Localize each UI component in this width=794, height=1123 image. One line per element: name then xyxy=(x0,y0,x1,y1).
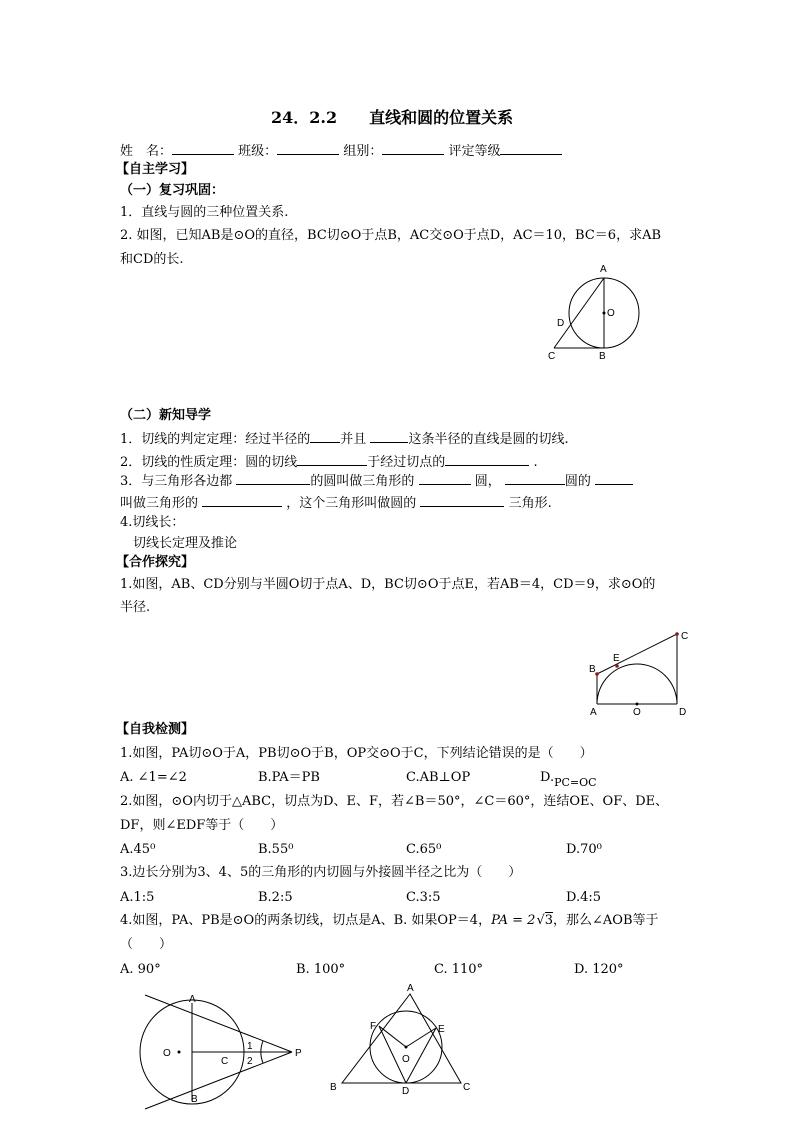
check-q3-opt-b: B.2:5 xyxy=(258,890,293,905)
n3-text-a: 3．与三角形各边都 xyxy=(120,474,233,489)
check-q2-opt-a: A.45⁰ xyxy=(120,842,156,857)
name-label: 姓 名： xyxy=(120,144,173,159)
fig3-label-a: A xyxy=(189,994,196,1005)
fig4-center xyxy=(405,1046,408,1049)
fig4-line-oe xyxy=(406,1028,436,1047)
fig3-label-o: O xyxy=(163,1048,171,1059)
check-q4-opt-c: C. 110° xyxy=(434,962,484,977)
new-knowledge-4-sub: 切线长定理及推论 xyxy=(133,536,238,551)
fig3-tangent-pa xyxy=(145,995,292,1052)
check-q2-opt-c: C.65⁰ xyxy=(406,842,442,857)
fig2-label-a: A xyxy=(590,707,597,718)
new-knowledge-1 xyxy=(120,430,569,448)
n1-text-c: 这条半径的直线是圆的切线. xyxy=(408,432,569,447)
check-q3-opt-c: C.3:5 xyxy=(406,890,441,905)
new-knowledge-3-line1 xyxy=(120,472,633,490)
info-line xyxy=(120,142,562,160)
n3-text-e: 叫做三角形的 xyxy=(120,496,199,511)
n3-blank-5[interactable] xyxy=(202,494,282,507)
name-field[interactable] xyxy=(172,142,234,155)
check-q1: 1.如图，PA切⊙O于A，PB切⊙O于B，OP交⊙O于C，下列结论错误的是（ ） xyxy=(120,746,593,761)
fig2-label-c: C xyxy=(681,631,689,642)
fig1-label-d: D xyxy=(557,318,565,329)
coop-q1-line2: 半径. xyxy=(120,600,151,615)
fig4-label-d: D xyxy=(402,1086,410,1097)
fig2-point-b xyxy=(595,672,599,676)
figure-incircle-triangle xyxy=(325,980,475,1100)
check-q4-opt-a: A. 90° xyxy=(120,962,161,977)
fig1-label-o: O xyxy=(607,308,615,319)
fig2-point-e xyxy=(615,664,619,668)
check-q1-opt-a: A. ∠1=∠2 xyxy=(120,770,187,785)
n2-text-b: 于经过切点的 xyxy=(367,455,446,470)
review-q2-line2: 和CD的长. xyxy=(120,252,184,267)
check-q4-pa-formula: PA = 2 xyxy=(491,913,536,928)
check-q2-line2: DF，则∠EDF等于（ ） xyxy=(120,818,284,833)
sqrt-sign-icon: √ xyxy=(536,913,545,928)
n3-text-f: ，这个三角形叫做圆的 xyxy=(286,496,417,511)
fig2-tangent-bc xyxy=(597,634,677,674)
check-q3-opt-d: D.4:5 xyxy=(566,890,602,905)
fig4-label-b: B xyxy=(330,1082,337,1093)
fig2-label-e: E xyxy=(613,653,620,664)
figure-circle-tangent xyxy=(540,258,650,368)
check-q1-opt-d-text: PC=OC xyxy=(554,776,597,789)
check-q4-sqrt-value: 3 xyxy=(544,913,554,928)
n3-blank-1[interactable] xyxy=(236,472,310,485)
group-field[interactable] xyxy=(382,142,444,155)
check-q2-opt-b: B.55⁰ xyxy=(258,842,294,857)
n3-text-b: 的圆叫做三角形的 xyxy=(310,474,415,489)
check-q4-line1 xyxy=(120,913,659,929)
check-q1-opt-c: C.AB⊥OP xyxy=(406,770,471,785)
n3-blank-6[interactable] xyxy=(420,494,504,507)
check-q4-sqrt xyxy=(536,913,553,929)
section-heading-self-study: 【自主学习】 xyxy=(116,162,195,177)
check-q4-text-b: ，那么∠AOB等于 xyxy=(553,913,659,928)
n2-blank-1[interactable] xyxy=(297,453,367,466)
class-field[interactable] xyxy=(277,142,339,155)
fig2-label-o: O xyxy=(633,707,641,718)
n3-blank-3[interactable] xyxy=(505,472,565,485)
fig4-label-e: E xyxy=(438,1024,445,1035)
fig3-center xyxy=(178,1051,181,1054)
group-label: 组别： xyxy=(343,144,383,159)
fig4-line-de xyxy=(406,1028,436,1083)
check-q1-opt-b: B.PA＝PB xyxy=(258,770,320,785)
fig3-label-angle1: 1 xyxy=(247,1041,253,1052)
n1-text-b: 并且 xyxy=(340,432,367,447)
grade-label: 评定等级 xyxy=(448,144,501,159)
fig2-center xyxy=(636,703,639,706)
n2-blank-2[interactable] xyxy=(445,453,529,466)
n3-text-g: 三角形. xyxy=(508,496,552,511)
n1-text-a: 1．切线的判定定理：经过半径的 xyxy=(120,432,311,447)
n3-text-c: 圆， xyxy=(474,474,501,489)
n1-blank-2[interactable] xyxy=(370,430,408,443)
fig1-label-a: A xyxy=(600,264,607,275)
check-q4-opt-d: D. 120° xyxy=(574,962,624,977)
n2-text-a: 2．切线的性质定理：圆的切线 xyxy=(120,455,298,470)
section-heading-self-check: 【自我检测】 xyxy=(116,722,195,737)
check-q3-opt-a: A.1:5 xyxy=(120,890,155,905)
fig4-label-a: A xyxy=(407,983,414,994)
review-q2-line1: 2. 如图，已知AB是⊙O的直径，BC切⊙O于点B，AC交⊙O于点D，AC＝10，BC＝6，求AB xyxy=(120,228,662,243)
page-title: 24．2.2 直线和圆的位置关系 xyxy=(271,108,514,127)
figure-two-tangents xyxy=(135,990,315,1115)
fig2-label-d: D xyxy=(679,707,687,718)
fig2-label-b: B xyxy=(589,664,596,675)
n3-blank-2[interactable] xyxy=(419,472,471,485)
fig2-point-c xyxy=(675,632,679,636)
check-q2-opt-d: D.70⁰ xyxy=(566,842,602,857)
fig4-label-f: F xyxy=(370,1021,377,1032)
fig4-triangle xyxy=(342,994,461,1083)
new-knowledge-4: 4.切线长： xyxy=(120,515,185,530)
class-label: 班级： xyxy=(238,144,278,159)
check-q2-line1: 2.如图，⊙O内切于△ABC，切点为D、E、F，若∠B＝50°，∠C＝60°，连结OE、OF、DE、 xyxy=(120,794,669,809)
fig3-label-b: B xyxy=(191,1094,198,1105)
fig4-label-c: C xyxy=(463,1082,471,1093)
new-knowledge-3-line2 xyxy=(120,494,552,512)
figure-semicircle-tangents xyxy=(585,625,695,720)
grade-field[interactable] xyxy=(500,142,562,155)
n3-blank-4[interactable] xyxy=(595,472,633,485)
check-q4-line2: （ ） xyxy=(120,937,173,952)
check-q1-opt-d-label: D. xyxy=(540,770,555,785)
n2-text-c: . xyxy=(533,455,538,470)
n3-text-d: 圆的 xyxy=(564,474,591,489)
check-q3: 3.边长分别为3、4、5的三角形的内切圆与外接圆半径之比为（ ） xyxy=(120,865,522,880)
subheading-review: （一）复习巩固： xyxy=(120,183,225,198)
check-q4-opt-b: B. 100° xyxy=(296,962,346,977)
section-heading-cooperative: 【合作探究】 xyxy=(116,555,195,570)
fig3-label-p: P xyxy=(295,1048,302,1059)
fig3-tangent-pb xyxy=(145,1052,292,1109)
review-q1: 1．直线与圆的三种位置关系. xyxy=(120,205,289,220)
fig4-line-of xyxy=(379,1026,406,1047)
coop-q1-line1: 1.如图，AB、CD分别与半圆O切于点A、D，BC切⊙O于点E，若AB＝4，CD＝9，求⊙O的 xyxy=(120,577,656,592)
fig3-label-c: C xyxy=(221,1056,229,1067)
fig3-label-angle2: 2 xyxy=(247,1056,253,1067)
fig4-label-o: O xyxy=(402,1054,410,1065)
check-q4-text-a: 4.如图，PA、PB是⊙O的两条切线，切点是A、B. 如果OP＝4， xyxy=(120,913,492,928)
fig1-label-c: C xyxy=(548,351,556,362)
fig1-label-b: B xyxy=(599,351,606,362)
n1-blank-1[interactable] xyxy=(310,430,340,443)
fig1-center xyxy=(603,312,606,315)
fig2-semicircle xyxy=(597,664,677,704)
subheading-new-knowledge: （二）新知导学 xyxy=(120,408,212,423)
new-knowledge-2 xyxy=(120,453,538,471)
check-q1-opt-d xyxy=(540,770,597,789)
